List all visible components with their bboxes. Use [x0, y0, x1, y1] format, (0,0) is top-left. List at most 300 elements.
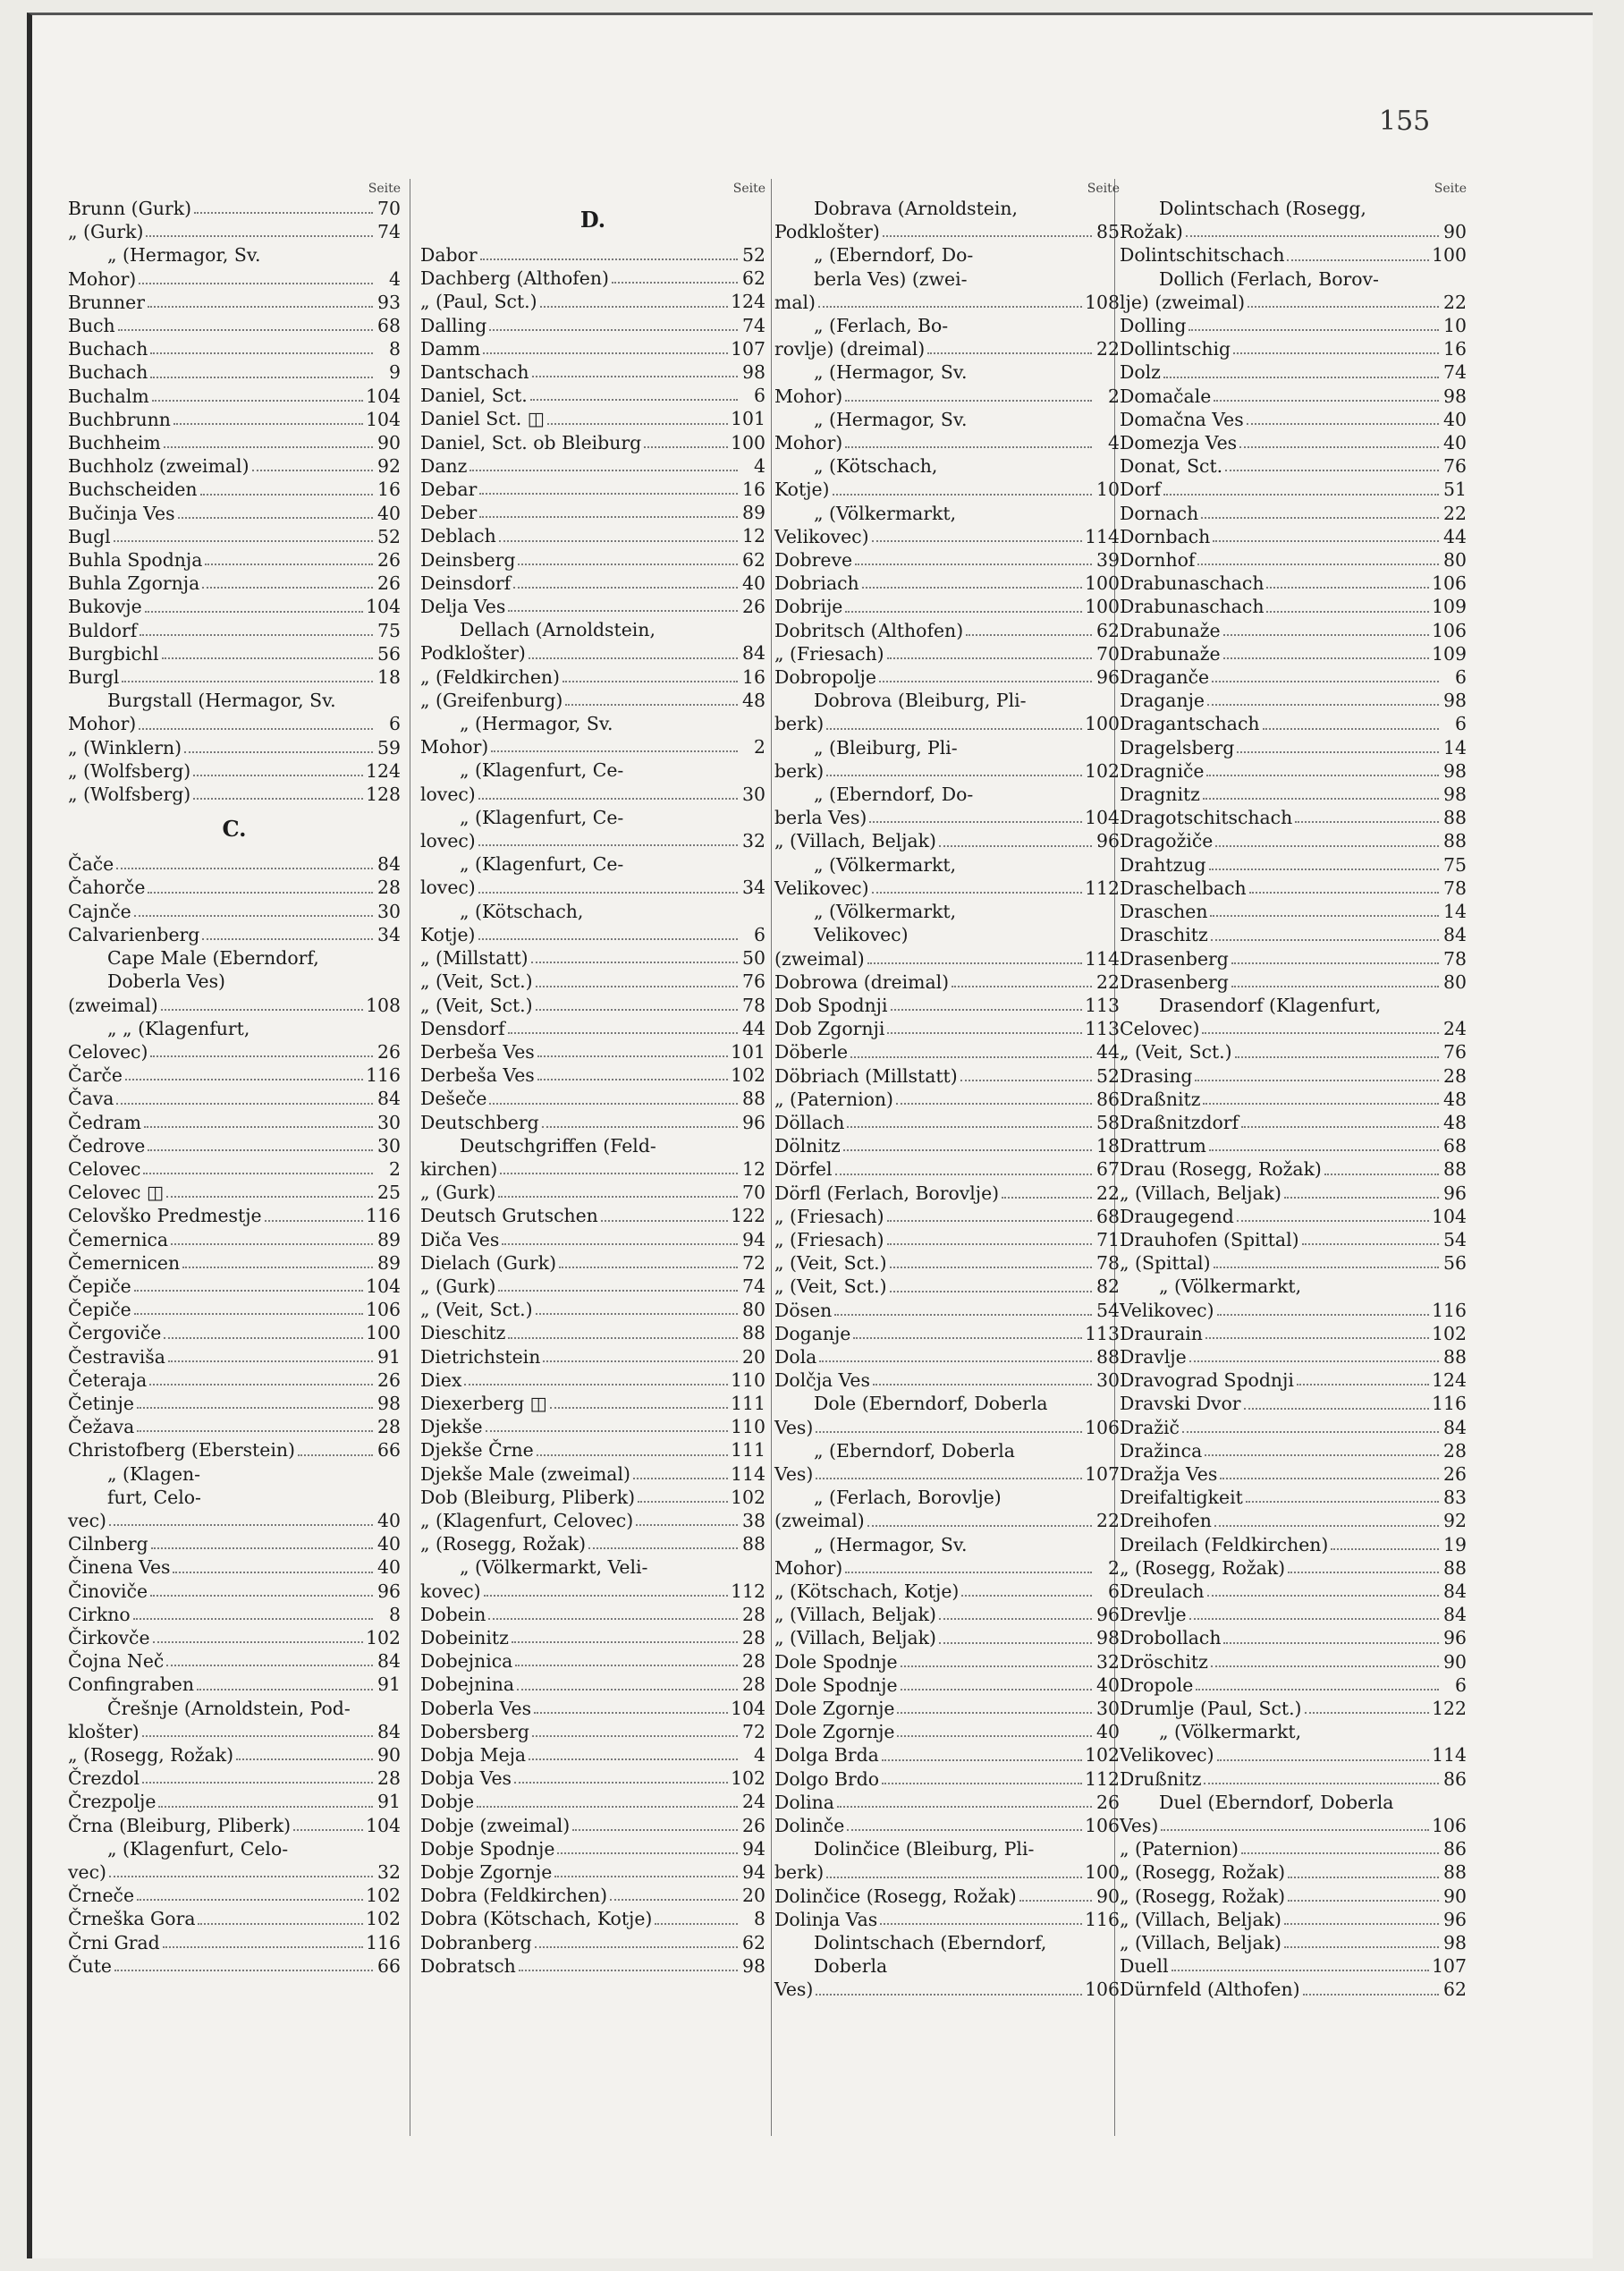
dot-leader — [478, 844, 738, 846]
index-entry — [420, 665, 765, 689]
index-entry — [774, 947, 1120, 970]
page-reference: 14 — [1443, 736, 1467, 758]
place-name: kovec) — [420, 1580, 481, 1602]
dot-leader — [887, 657, 1092, 659]
page-reference: 8 — [389, 338, 401, 360]
dot-leader — [480, 258, 738, 260]
index-entry — [774, 1228, 1120, 1251]
index-entry — [774, 1603, 1120, 1626]
dot-leader — [184, 751, 373, 753]
dot-leader — [139, 283, 373, 284]
index-entry — [1120, 1157, 1467, 1181]
dot-leader — [1284, 1197, 1439, 1199]
dot-leader — [1189, 1618, 1439, 1620]
dot-leader — [531, 962, 738, 963]
index-entry — [774, 1978, 1120, 2001]
dot-leader — [1231, 962, 1439, 964]
dot-leader — [845, 1572, 1092, 1573]
index-entry — [420, 1954, 765, 1978]
index-entry — [1120, 759, 1467, 783]
dot-leader — [150, 377, 373, 378]
index-entry — [774, 1720, 1120, 1743]
index-entry — [1120, 1697, 1467, 1720]
place-name: Dobrije — [774, 596, 843, 618]
index-entry — [774, 642, 1120, 665]
dot-leader — [1214, 1267, 1439, 1268]
dot-leader — [562, 681, 738, 682]
index-entry — [1120, 385, 1467, 408]
dot-leader — [896, 1103, 1092, 1105]
page-reference: 72 — [742, 1720, 765, 1742]
dot-leader — [966, 634, 1092, 636]
dot-leader — [150, 1595, 373, 1597]
dot-leader — [1288, 1877, 1439, 1878]
place-name: Dobra (Kötschach, Kotje) — [420, 1908, 653, 1930]
page-reference: 116 — [1085, 1908, 1120, 1930]
place-name: (zweimal) — [774, 947, 865, 970]
index-entry — [68, 572, 401, 595]
index-entry — [68, 1157, 401, 1181]
page-reference: 20 — [742, 1885, 765, 1907]
dot-leader — [559, 1267, 738, 1268]
dot-leader — [897, 1735, 1092, 1737]
index-entry — [1120, 1251, 1467, 1275]
index-entry — [68, 220, 401, 243]
dot-leader — [532, 1735, 738, 1737]
dot-leader — [901, 1665, 1092, 1667]
page-reference: 22 — [1096, 1182, 1120, 1204]
index-entry — [420, 407, 765, 430]
dot-leader — [139, 728, 373, 730]
place-name: Drevlje — [1120, 1604, 1187, 1626]
dot-leader — [1266, 587, 1429, 589]
place-name: Dobje (zweimal) — [420, 1814, 571, 1836]
place-name: Dragelsberg — [1120, 736, 1235, 758]
page-reference: 98 — [1443, 385, 1467, 407]
page-reference: 40 — [377, 1509, 401, 1531]
index-entry — [68, 1532, 401, 1555]
page-reference: 30 — [1096, 1698, 1120, 1719]
index-entry — [774, 1814, 1120, 1837]
place-name: Cirkno — [68, 1603, 131, 1625]
dot-leader — [1207, 704, 1439, 706]
place-name: Rožak) — [1120, 221, 1183, 243]
page-reference: 30 — [377, 1111, 401, 1133]
place-name: Dolinčice (Rosegg, Rožak) — [774, 1885, 1017, 1907]
dot-leader — [887, 1220, 1092, 1222]
page-reference: 88 — [1443, 1556, 1467, 1579]
index-entry — [420, 641, 765, 665]
dot-leader — [486, 1430, 728, 1432]
place-name: „ (Paternion) — [774, 1088, 893, 1110]
dot-leader — [1225, 470, 1439, 471]
page-reference: 28 — [377, 1416, 401, 1438]
page-reference: 76 — [1443, 1041, 1467, 1063]
index-entry-continuation: „ (Ferlach, Bo- — [814, 315, 949, 337]
index-entry-continuation: „ „ (Klagenfurt, — [107, 1017, 250, 1039]
index-entry — [68, 385, 401, 408]
index-entry — [774, 1509, 1120, 1532]
index-entry — [1120, 877, 1467, 900]
page-reference: 96 — [377, 1580, 401, 1602]
dot-leader — [542, 1126, 738, 1128]
index-entry — [1120, 1369, 1467, 1392]
dot-leader — [499, 540, 738, 542]
place-name: „ (Spittal) — [1120, 1252, 1211, 1275]
place-name: Čepiče — [68, 1299, 131, 1321]
index-entry — [1120, 1650, 1467, 1674]
dot-leader — [1233, 352, 1439, 354]
place-name: Činoviče — [68, 1580, 148, 1602]
dot-leader — [1235, 1056, 1439, 1058]
dot-leader — [644, 446, 728, 448]
place-name: Dollintschig — [1120, 338, 1231, 360]
dot-leader — [114, 540, 373, 542]
place-name: Ves) — [774, 1462, 814, 1485]
page-reference: 4 — [754, 1744, 765, 1766]
dot-leader — [867, 1525, 1092, 1527]
place-name: Dobje Spodnje — [420, 1837, 555, 1860]
page-reference: 78 — [1443, 947, 1467, 970]
page-reference: 122 — [1432, 1698, 1467, 1719]
page-reference: 28 — [1443, 1064, 1467, 1087]
place-name: Dob (Bleiburg, Pliberk) — [420, 1486, 636, 1508]
place-name: „ (Villach, Beljak) — [1120, 1908, 1281, 1930]
index-entry — [68, 1111, 401, 1134]
index-entry-continuation: „ (Kötschach, — [814, 455, 938, 478]
page-reference: 98 — [1443, 784, 1467, 806]
place-name: Dörfl (Ferlach, Borovlje) — [774, 1182, 1000, 1204]
place-name: Dražja Ves — [1120, 1462, 1218, 1485]
place-name: „ (Villach, Beljak) — [1120, 1932, 1281, 1954]
place-name: Čemernica — [68, 1228, 169, 1250]
page-reference: 94 — [742, 1228, 765, 1250]
dot-leader — [1186, 235, 1439, 237]
dot-leader — [826, 1877, 1082, 1878]
dot-leader — [819, 1360, 1092, 1362]
dot-leader — [1241, 1852, 1439, 1854]
place-name: Dolga Brda — [774, 1744, 879, 1767]
index-entry-continuation: „ (Hermagor, Sv. — [107, 244, 261, 267]
dot-leader — [491, 750, 738, 752]
page-reference: 68 — [1443, 1135, 1467, 1157]
dot-leader — [1223, 1642, 1439, 1644]
place-name: Dolina — [774, 1791, 834, 1813]
place-name: Ves) — [774, 1416, 814, 1438]
page-reference: 52 — [377, 525, 401, 547]
index-entry — [68, 736, 401, 759]
page-reference: 102 — [366, 1626, 401, 1648]
place-name: Dornbach — [1120, 525, 1211, 547]
index-entry — [420, 994, 765, 1017]
dot-leader — [1203, 1103, 1439, 1105]
place-name: Buchheim — [68, 432, 161, 454]
dot-leader — [122, 681, 373, 682]
dot-leader — [182, 1267, 373, 1268]
place-name: „ (Klagenfurt, Celovec) — [420, 1509, 634, 1531]
dot-leader — [529, 657, 738, 659]
page-reference: 30 — [1096, 1369, 1120, 1392]
index-entry — [68, 852, 401, 876]
index-entry — [1120, 1134, 1467, 1157]
dot-leader — [158, 1806, 373, 1808]
index-entry — [774, 1908, 1120, 1931]
index-entry — [68, 1415, 401, 1438]
index-entry — [420, 384, 765, 407]
index-entry-continuation: Doberla Ves) — [107, 970, 225, 993]
dot-leader — [636, 1524, 738, 1526]
dot-leader — [939, 1642, 1092, 1644]
index-entry — [68, 1204, 401, 1227]
dot-leader — [518, 564, 738, 565]
dot-leader — [1237, 751, 1439, 753]
page-reference: 18 — [1096, 1135, 1120, 1157]
place-name: Dobje — [420, 1791, 475, 1813]
index-entry — [420, 454, 765, 478]
dot-leader — [872, 540, 1083, 542]
index-entry — [68, 314, 401, 337]
index-entry-continuation: Doberla — [814, 1955, 888, 1978]
page-reference: 51 — [1443, 479, 1467, 501]
page-reference: 66 — [377, 1954, 401, 1977]
place-name: Dreihofen — [1120, 1510, 1212, 1532]
place-name: Dobejnica — [420, 1650, 513, 1673]
page-reference: 82 — [1096, 1275, 1120, 1298]
page-reference: 102 — [366, 1908, 401, 1930]
dot-leader — [1249, 892, 1439, 894]
seite-header: Seite — [1434, 182, 1467, 196]
place-name: Drabunaschach — [1120, 572, 1265, 595]
place-name: Draugegend — [1120, 1205, 1234, 1227]
place-name: Dobropolje — [774, 666, 876, 689]
place-name: Dragožiče — [1120, 830, 1214, 852]
index-entry — [68, 1369, 401, 1392]
dot-leader — [818, 306, 1082, 308]
index-entry — [774, 385, 1120, 408]
index-entry — [1120, 619, 1467, 642]
place-name: berla Ves) — [774, 807, 867, 829]
page-reference: 111 — [731, 1439, 765, 1462]
dot-leader — [855, 564, 1092, 565]
page-reference: 84 — [377, 853, 401, 876]
index-entry — [68, 1767, 401, 1790]
place-name: Dantschach — [420, 361, 529, 384]
page-reference: 44 — [1096, 1041, 1120, 1063]
index-entry-continuation: „ (Völkermarkt, — [1159, 1275, 1302, 1298]
index-entry — [68, 783, 401, 806]
place-name: Daniel Sct. ◫ — [420, 408, 546, 430]
dot-leader — [1205, 1337, 1429, 1339]
dot-leader — [148, 892, 373, 894]
index-entry — [420, 1532, 765, 1555]
place-name: Dolz — [1120, 361, 1161, 384]
page-reference: 34 — [377, 923, 401, 945]
dot-leader — [1211, 1665, 1439, 1667]
index-entry — [774, 548, 1120, 572]
place-name: Drasenberg — [1120, 970, 1229, 993]
place-name: Črezpolje — [68, 1791, 156, 1813]
place-name: Mohor) — [68, 713, 137, 735]
page-reference: 30 — [742, 783, 765, 805]
index-entry — [1120, 1908, 1467, 1931]
page-reference: 92 — [1443, 1510, 1467, 1532]
page-reference: 26 — [377, 1040, 401, 1063]
page-reference: 62 — [742, 548, 765, 571]
index-entry — [1120, 478, 1467, 501]
page-reference: 85 — [1096, 221, 1120, 243]
place-name: Dornach — [1120, 502, 1199, 524]
index-entry — [1120, 947, 1467, 970]
index-entry — [420, 1814, 765, 1837]
place-name: Dobersberg — [420, 1720, 529, 1742]
page-reference: 116 — [366, 1205, 401, 1227]
place-name: Damm — [420, 337, 481, 360]
place-name: „ (Friesach) — [774, 642, 884, 665]
page-reference: 106 — [1432, 572, 1467, 595]
page-reference: 107 — [731, 337, 765, 360]
place-name: Domezja Ves — [1120, 432, 1238, 454]
place-name: „ (Friesach) — [774, 1205, 884, 1227]
page-reference: 48 — [742, 689, 765, 711]
index-entry — [1120, 1392, 1467, 1415]
page-reference: 84 — [1443, 1580, 1467, 1602]
place-name: Mohor) — [774, 432, 843, 454]
index-entry-continuation: „ (Völkermarkt, — [814, 901, 957, 923]
index-entry — [774, 877, 1120, 900]
page-reference: 84 — [377, 1650, 401, 1673]
dot-leader — [960, 1080, 1092, 1081]
place-name: Burgbichl — [68, 642, 159, 665]
place-name: Čahorče — [68, 877, 146, 899]
page-reference: 88 — [1443, 1861, 1467, 1884]
place-name: Deber — [420, 502, 478, 524]
dot-leader — [927, 352, 1092, 354]
index-entry — [1120, 360, 1467, 384]
dot-leader — [153, 1641, 364, 1643]
page-reference: 40 — [742, 572, 765, 594]
dot-leader — [837, 1806, 1092, 1808]
page-reference: 48 — [1443, 1088, 1467, 1110]
page-reference: 96 — [1443, 1627, 1467, 1649]
dot-leader — [164, 1337, 363, 1339]
page-reference: 75 — [377, 619, 401, 641]
page-reference: 26 — [377, 549, 401, 572]
dot-leader — [816, 1994, 1082, 1996]
page-reference: 88 — [1443, 807, 1467, 829]
page-reference: 26 — [742, 1814, 765, 1836]
dot-leader — [125, 1079, 363, 1080]
page-reference: 100 — [1085, 1861, 1120, 1884]
place-name: rovlje) (dreimal) — [774, 338, 926, 360]
page-reference: 28 — [377, 1767, 401, 1790]
page-reference: 40 — [377, 1556, 401, 1579]
place-name: Čergoviče — [68, 1322, 162, 1344]
page-reference: 102 — [731, 1767, 765, 1790]
place-name: „ (Villach, Beljak) — [774, 830, 936, 852]
dot-leader — [1217, 1314, 1430, 1316]
index-entry-continuation: „ (Klagen- — [107, 1462, 201, 1485]
index-entry — [1120, 1674, 1467, 1697]
page-reference: 96 — [1096, 830, 1120, 852]
page-reference: 86 — [1443, 1767, 1467, 1790]
dot-leader — [883, 235, 1092, 237]
page-reference: 90 — [1443, 221, 1467, 243]
place-name: berk) — [774, 759, 825, 782]
page-reference: 96 — [742, 1111, 765, 1133]
dot-leader — [148, 306, 373, 308]
dot-leader — [1201, 517, 1439, 519]
place-name: Drabunaže — [1120, 642, 1221, 665]
place-name: Drattrum — [1120, 1135, 1206, 1157]
dot-leader — [1223, 634, 1430, 636]
page-reference: 38 — [742, 1509, 765, 1531]
dot-leader — [498, 1196, 738, 1198]
place-name: Draganje — [1120, 690, 1205, 712]
page-reference: 89 — [377, 1251, 401, 1274]
page-reference: 44 — [1443, 525, 1467, 547]
page-reference: 80 — [1443, 970, 1467, 993]
index-entry — [68, 408, 401, 431]
page-reference: 74 — [1443, 361, 1467, 384]
index-entry — [1120, 1205, 1467, 1228]
index-entry-continuation: „ (Klagenfurt, Ce- — [460, 759, 624, 782]
page-reference: 108 — [1085, 291, 1120, 313]
place-name: Dob Zgornji — [774, 1018, 885, 1040]
index-entry — [1120, 525, 1467, 548]
index-entry — [1120, 1017, 1467, 1040]
page-reference: 124 — [1432, 1369, 1467, 1392]
page-reference: 86 — [1096, 1088, 1120, 1110]
page-reference: 2 — [389, 1157, 401, 1180]
place-name: Dölnitz — [774, 1135, 841, 1157]
dot-leader — [514, 1782, 728, 1784]
place-name: „ (Friesach) — [774, 1228, 884, 1250]
index-entry — [68, 900, 401, 923]
place-name: Dole Zgornje — [774, 1698, 895, 1719]
place-name: Dobje Zgornje — [420, 1861, 553, 1884]
seite-header: Seite — [1087, 182, 1120, 196]
page-reference: 84 — [377, 1088, 401, 1110]
page-reference: 6 — [1455, 666, 1467, 689]
place-name: Draganče — [1120, 666, 1210, 689]
place-name: „ (Kötschach, Kotje) — [774, 1580, 960, 1602]
index-entry — [774, 970, 1120, 994]
dot-leader — [502, 1243, 738, 1245]
index-entry — [420, 1204, 765, 1227]
index-entry — [68, 1555, 401, 1579]
dot-leader — [537, 1055, 728, 1057]
dot-leader — [939, 1618, 1092, 1620]
index-entry — [420, 1720, 765, 1743]
index-entry-continuation: „ (Hermagor, Sv. — [460, 713, 613, 735]
place-name: Dražinca — [1120, 1439, 1203, 1462]
dot-leader — [1214, 400, 1439, 402]
index-entry — [420, 595, 765, 618]
page-reference: 56 — [1443, 1252, 1467, 1275]
page-reference: 102 — [731, 1064, 765, 1087]
page-reference: 74 — [742, 1275, 765, 1297]
dot-leader — [168, 1360, 373, 1362]
page-reference: 100 — [731, 431, 765, 453]
index-entry — [1120, 1767, 1467, 1791]
place-name: „ (Rosegg, Rožak) — [68, 1744, 234, 1766]
place-name: Draurain — [1120, 1322, 1203, 1344]
page-reference: 106 — [1085, 1416, 1120, 1438]
dot-leader — [862, 587, 1082, 589]
index-entry — [68, 267, 401, 291]
place-name: (zweimal) — [68, 994, 158, 1016]
place-name: Velikovec) — [774, 877, 869, 899]
